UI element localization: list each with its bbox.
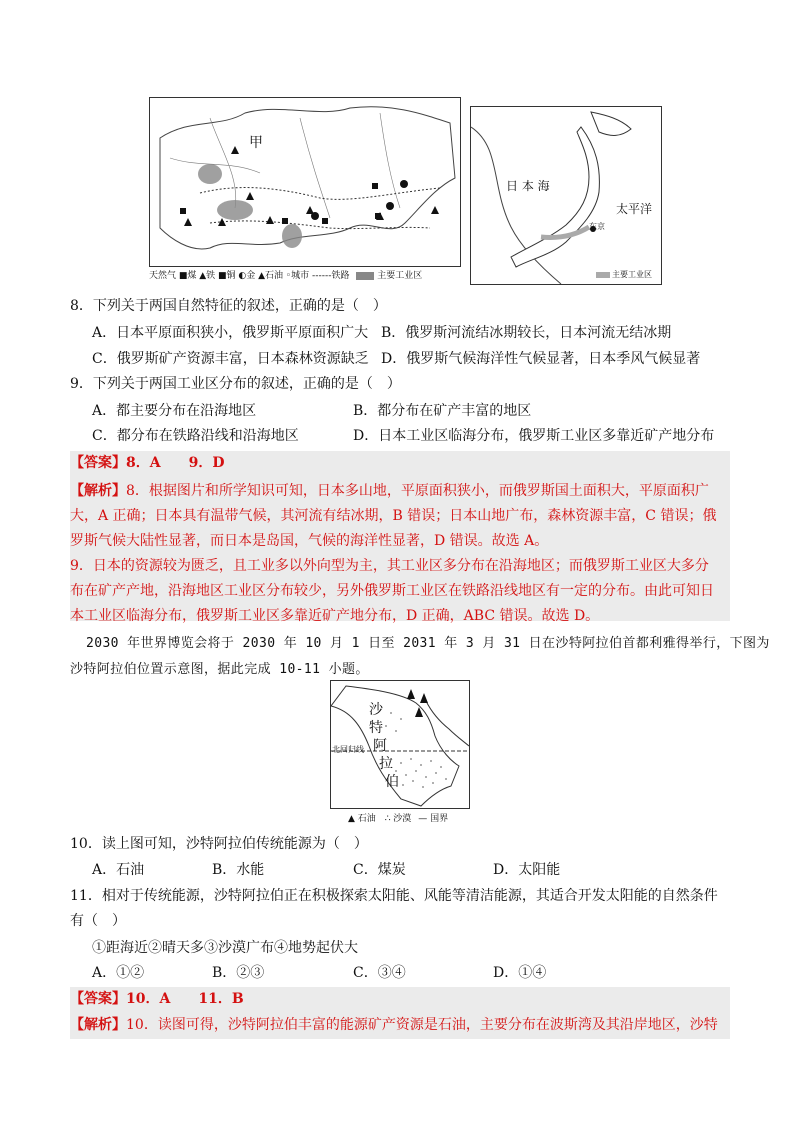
saudi-label-char-2: 特 (369, 720, 383, 736)
q10-option-d: D．太阳能 (493, 862, 561, 878)
tropic-label: 北回归线 (332, 745, 364, 754)
answer-1 (70, 450, 225, 476)
oil-legend-icon: ▲ (348, 814, 355, 824)
explanation-1-line-4: 9．日本的资源较为匮乏，且工业多以外向型为主，其工业区多分布在沿海地区；而俄罗斯工业区大多分 (70, 558, 709, 574)
map1-legend-swatch (356, 272, 374, 280)
answer-1-tag: 【答案】 (70, 455, 126, 471)
q9-option-b: B．都分布在矿产丰富的地区 (353, 403, 532, 419)
q8-option-d: D．俄罗斯气候海洋性气候显著，日本季风气候显著 (381, 351, 701, 367)
saudi-label-char-5: 伯 (385, 774, 399, 790)
intro-line-1: 2030 年世界博览会将于 2030 年 10 月 1 日至 2031 年 3 月 31 日在沙特阿拉伯首都利雅得举行，下图为 (86, 636, 770, 651)
q11-option-a: A．①② (92, 965, 145, 981)
q11-option-c: C．③④ (353, 965, 406, 981)
q8-option-a: A．日本平原面积狭小，俄罗斯平原面积广大 (92, 325, 369, 341)
q8-stem: 8．下列关于两国自然特征的叙述，正确的是（ ） (70, 298, 387, 314)
q10-stem: 10．读上图可知，沙特阿拉伯传统能源为（ ） (70, 836, 368, 852)
answer-2 (70, 986, 244, 1012)
q10-option-c: C．煤炭 (353, 862, 406, 878)
explanation-1-line-5: 布在矿产产地，沿海地区工业区分布较少，另外俄罗斯工业区在铁路沿线地区有一定的分布。由此可知日 (70, 583, 714, 599)
japan-map (470, 106, 662, 285)
q11-stem: 11．相对于传统能源，沙特阿拉伯正在积极探索太阳能、风能等清洁能源，其适合开发太阳能的自然条件 (70, 888, 718, 904)
map1-legend-box-label: 主要工业区 (377, 271, 423, 281)
answer-1-text: 8．A 9．D (126, 455, 225, 471)
explanation-2-text-1: 10．读图可得，沙特阿拉伯丰富的能源矿产资源是石油，主要分布在波斯湾及其沿岸地区，沙特 (126, 1017, 718, 1033)
q9-option-c: C．都分布在铁路沿线和沿海地区 (92, 428, 299, 444)
russia-map (149, 97, 461, 267)
q11-option-b: B．②③ (212, 965, 265, 981)
q10-option-b: B．水能 (212, 862, 265, 878)
russia-map-drawing (150, 98, 460, 266)
q8-option-b: B．俄罗斯河流结冰期较长，日本河流无结冰期 (381, 325, 672, 341)
explanation-1-line-6: 本工业区临海分布，俄罗斯工业区多靠近矿产地分布，D 正确，ABC 错误。故选 D。 (70, 608, 600, 624)
oil-legend-label: 石油 (357, 814, 376, 824)
saudi-label-char-4: 拉 (379, 756, 393, 772)
saudi-label-char-3: 阿 (373, 738, 387, 754)
desert-legend-icon: ∴ (384, 814, 391, 824)
intro-line-2: 沙特阿拉伯位置示意图，据此完成 10-11 小题。 (70, 662, 369, 677)
answer-2-text: 10．A 11．B (126, 991, 244, 1007)
q9-option-d: D．日本工业区临海分布，俄罗斯工业区多靠近矿产地分布 (353, 428, 715, 444)
q11-stem-2: 有（ ） (70, 913, 126, 929)
explanation-1-tag: 【解析】 (70, 483, 126, 499)
pacific-label: 太平洋 (616, 202, 653, 216)
explanation-2-tag: 【解析】 (70, 1017, 126, 1033)
saudi-label-char-1: 沙 (369, 702, 383, 718)
map1-legend-text: 天然气 ■煤 ▲铁 ■铜 ◐金 ▲石油 ◦城市 ------铁路 (149, 271, 350, 281)
border-legend-label: 国界 (430, 814, 449, 824)
desert-legend-label: 沙漠 (393, 814, 412, 824)
explanation-2-line-1 (70, 1012, 718, 1038)
q10-option-a: A．石油 (92, 862, 145, 878)
map1-legend (149, 268, 422, 281)
explanation-1-text-1: 8．根据图片和所学知识可知，日本多山地，平原面积狭小，而俄罗斯国土面积大，平原面积广 (126, 483, 709, 499)
q9-option-a: A．都主要分布在沿海地区 (92, 403, 257, 419)
japan-legend-label: 主要工业区 (612, 270, 652, 279)
q11-option-d: D．①④ (493, 965, 547, 981)
map3-legend (348, 811, 448, 824)
explanation-1-line-1 (70, 478, 709, 504)
japan-map-drawing (471, 107, 661, 284)
explanation-1-line-2: 大，A 正确；日本具有温带气候，其河流有结冰期，B 错误；日本山地广布，森林资源丰富，C 错误；俄 (70, 508, 717, 524)
tokyo-label: 东京 (589, 222, 605, 231)
q8-option-c: C．俄罗斯矿产资源丰富，日本森林资源缺乏 (92, 351, 369, 367)
sea-of-japan-label: 日 本 海 (506, 179, 550, 193)
q11-choices: ①距海近②晴天多③沙漠广布④地势起伏大 (92, 940, 358, 956)
saudi-map (330, 680, 470, 809)
q9-stem: 9．下列关于两国工业区分布的叙述，正确的是（ ） (70, 376, 401, 392)
border-legend-icon: — (418, 814, 428, 824)
answer-2-tag: 【答案】 (70, 991, 126, 1007)
explanation-1-line-3: 罗斯气候大陆性显著，而日本是岛国，气候的海洋性显著，D 错误。故选 A。 (70, 533, 549, 549)
map1-label-jia: 甲 (249, 135, 263, 151)
